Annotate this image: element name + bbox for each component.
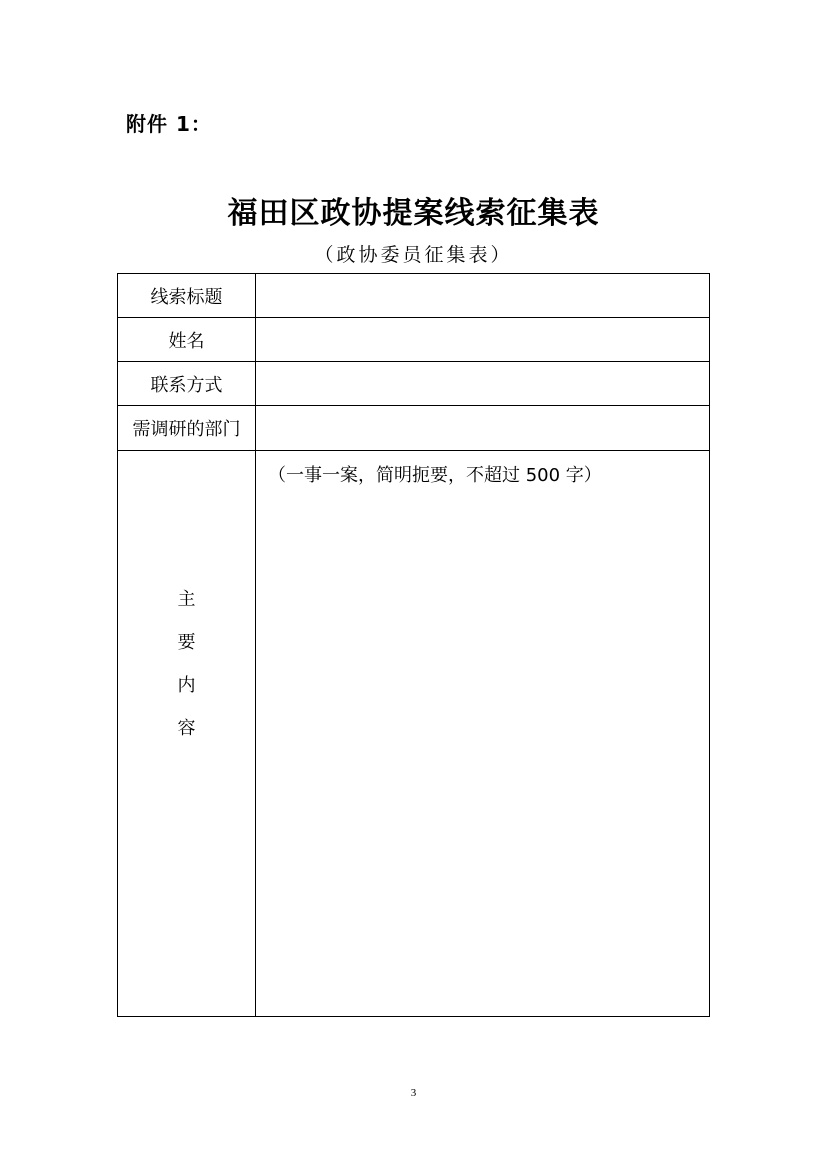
page-subtitle: （政协委员征集表） [314, 244, 513, 266]
main-content-label [118, 451, 256, 1017]
contact-label: 联系方式 [118, 362, 256, 406]
main-content-field[interactable] [256, 451, 710, 1017]
main-content-label-char: 容 [177, 717, 196, 739]
main-content-label-char: 主 [177, 588, 196, 610]
table-row [118, 451, 710, 1017]
attachment-label: 附件 1： [126, 112, 212, 136]
main-content-label-char: 要 [177, 631, 196, 653]
name-label: 姓名 [118, 318, 256, 362]
table-row [118, 362, 710, 406]
name-field[interactable] [256, 318, 710, 362]
page-title: 福田区政协提案线索征集表 [227, 196, 600, 231]
page-number: 3 [410, 1087, 417, 1099]
main-content-label-char: 内 [177, 674, 196, 696]
contact-field[interactable] [256, 362, 710, 406]
proposal-form-table [117, 273, 710, 1017]
department-label: 需调研的部门 [118, 406, 256, 451]
table-row [118, 274, 710, 318]
table-row [118, 406, 710, 451]
department-field[interactable] [256, 406, 710, 451]
clue-title-label: 线索标题 [118, 274, 256, 318]
clue-title-field[interactable] [256, 274, 710, 318]
table-row [118, 318, 710, 362]
main-content-hint: （一事一案，简明扼要，不超过 500 字） [268, 465, 602, 486]
